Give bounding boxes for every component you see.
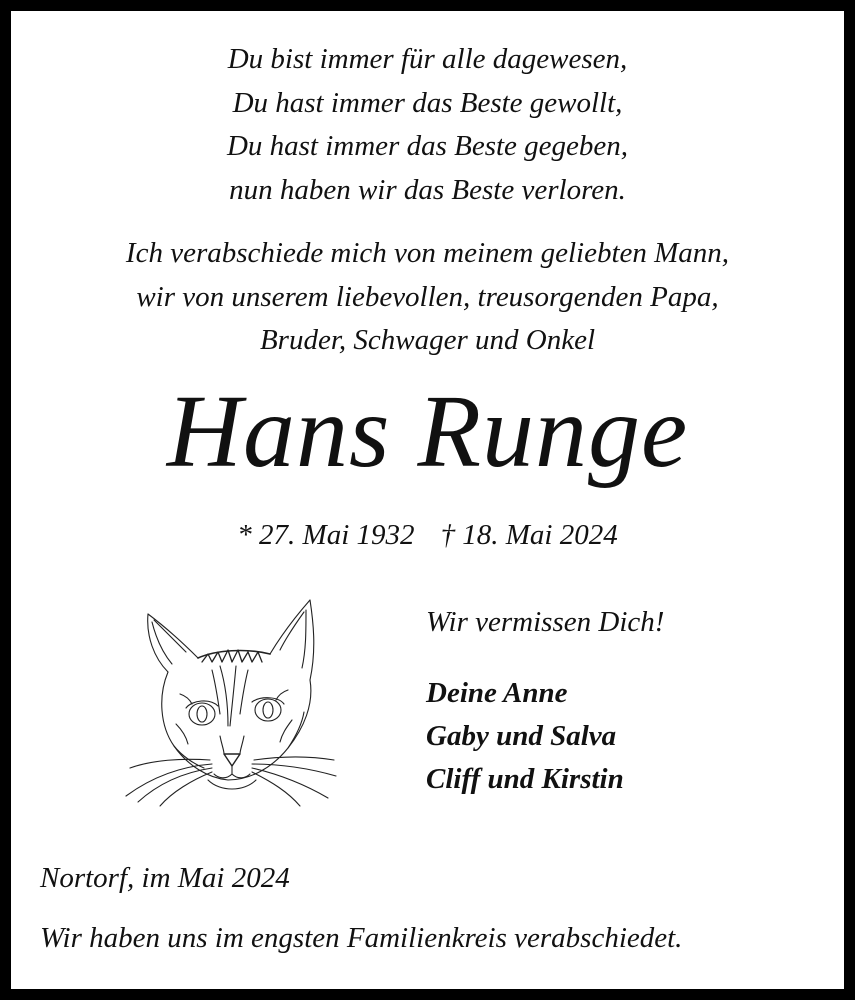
poem-line: Du hast immer das Beste gewollt,	[232, 86, 623, 119]
farewell-line: Bruder, Schwager und Onkel	[259, 324, 596, 356]
signer-name: Cliff und Kirstin	[426, 763, 624, 795]
signers	[426, 672, 624, 801]
life-dates	[11, 515, 844, 555]
farewell-line: wir von unserem liebevollen, treusorgenden Papa,	[136, 280, 719, 313]
cat-sketch-icon	[116, 596, 342, 812]
farewell-text	[11, 232, 844, 363]
closing-note: Wir haben uns im engsten Familienkreis verabschiedet.	[40, 922, 683, 954]
deceased-name: Hans Runge	[166, 374, 689, 489]
poem-line: Du hast immer das Beste gegeben,	[226, 130, 629, 162]
farewell-line: Ich verabschiede mich von meinem geliebten Mann,	[125, 237, 730, 269]
signer-name: Deine Anne	[426, 677, 568, 709]
death-date: † 18. Mai 2024	[440, 519, 618, 551]
poem	[11, 38, 844, 212]
signer-name: Gaby und Salva	[426, 720, 617, 752]
miss-text: Wir vermissen Dich!	[426, 606, 665, 638]
poem-line: Du bist immer für alle dagewesen,	[227, 43, 628, 75]
birth-date: * 27. Mai 1932	[237, 519, 415, 551]
place-date: Nortorf, im Mai 2024	[40, 862, 290, 894]
poem-line: nun haben wir das Beste verloren.	[229, 173, 626, 206]
